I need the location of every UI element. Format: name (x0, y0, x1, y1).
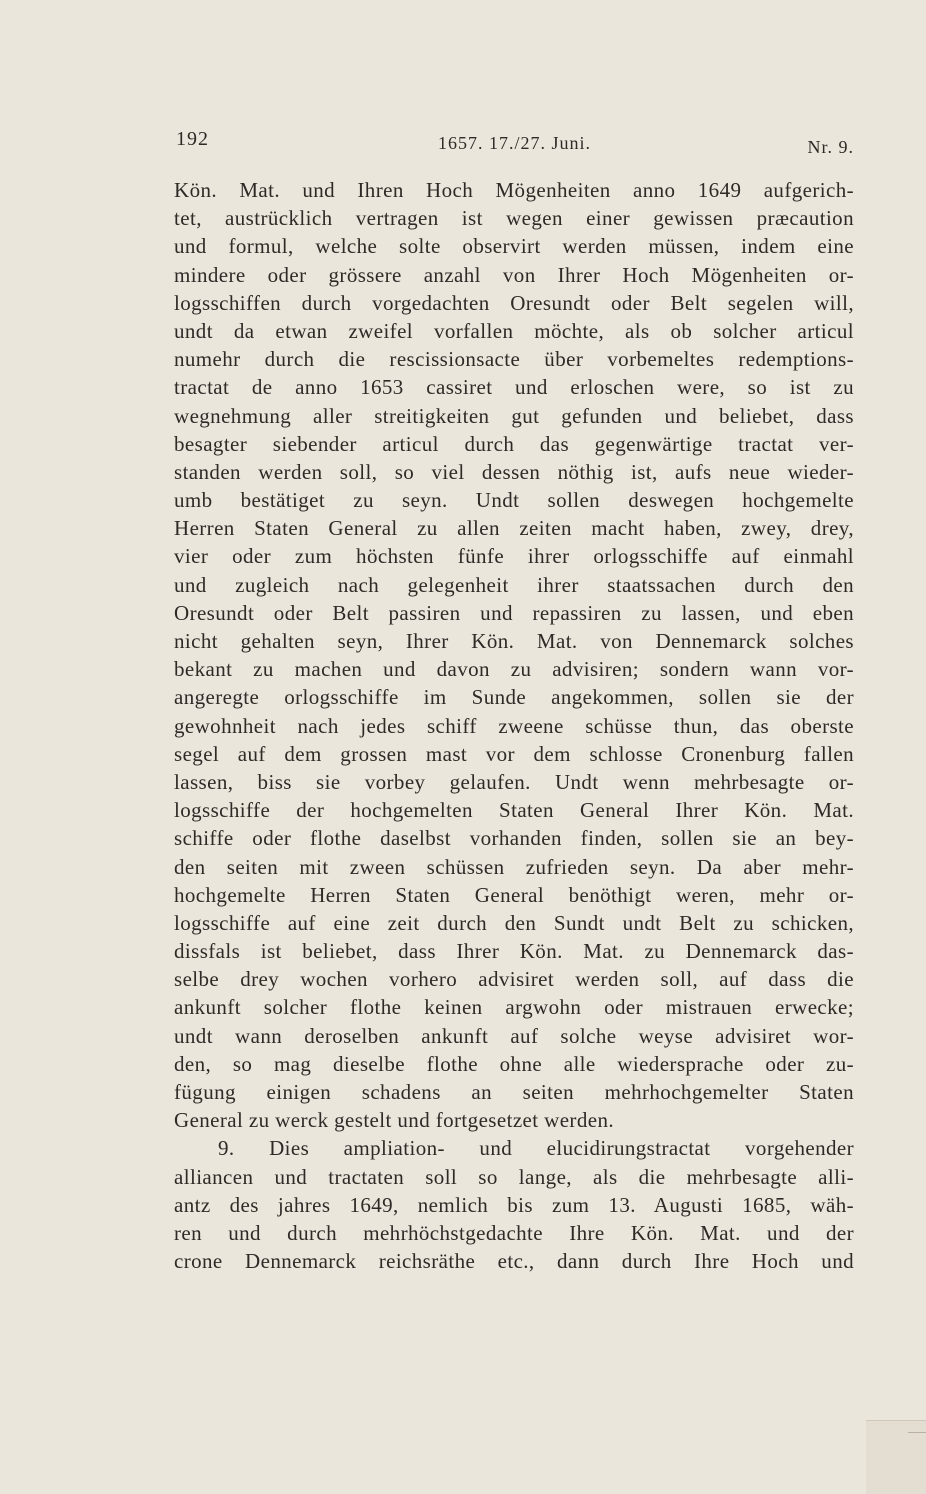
text-line: Herren Staten General zu allen zeiten macht haben, zwey, drey, (174, 516, 854, 541)
text-line: logsschiffe auf eine zeit durch den Sundt undt Belt zu schicken, (174, 910, 854, 935)
text-line: gewohnheit nach jedes schiff zweene schüsse thun, das oberste (174, 713, 854, 738)
text-line: tet, austrücklich vertragen ist wegen einer gewissen præcaution (174, 206, 854, 231)
text-line: alliancen und tractaten soll so lange, als die mehrbesagte alli- (174, 1164, 854, 1189)
text-line: mindere oder grössere anzahl von Ihrer Hoch Mögenheiten or- (174, 262, 854, 287)
text-line: vier oder zum höchsten fünfe ihrer orlogsschiffe auf einmahl (174, 544, 854, 569)
text-line: fügung einigen schadens an seiten mehrhochgemelter Staten (174, 1080, 854, 1104)
text-line: schiffe oder flothe daselbst vorhanden finden, sollen sie an bey- (174, 826, 854, 851)
running-title: 1657. 17./27. Juni. (438, 133, 592, 153)
text-line: standen werden soll, so viel dessen nöthig ist, aufs neue wieder- (174, 459, 854, 484)
text-line: umb bestätiget zu seyn. Undt sollen deswegen hochgemelte (174, 488, 854, 513)
text-line: selbe drey wochen vorhero advisiret werden soll, auf dass die (174, 967, 854, 992)
text-line: tractat de anno 1653 cassiret und erloschen were, so ist zu (174, 375, 854, 400)
text-line: lassen, biss sie vorbey gelaufen. Undt wenn mehrbesagte or- (174, 769, 854, 794)
text-line: logsschiffe der hochgemelten Staten General Ihrer Kön. Mat. (174, 798, 854, 823)
text-line: nicht gehalten seyn, Ihrer Kön. Mat. von Dennemarck solches (174, 629, 854, 653)
text-line: General zu werck gestelt und fortgesetzet werden. (174, 1108, 614, 1133)
page-header (176, 128, 856, 158)
text-line: numehr durch die rescissionsacte über vorbemeltes redemptions- (174, 347, 854, 372)
text-line: undt da etwan zweifel vorfallen möchte, als ob solcher articul (174, 318, 854, 343)
text-line: undt wann deroselben ankunft auf solche weyse advisiret wor- (174, 1023, 854, 1048)
text-line: segel auf dem grossen mast vor dem schlosse Cronenburg fallen (174, 741, 854, 766)
text-line: antz des jahres 1649, nemlich bis zum 13. Augusti 1685, wäh- (174, 1192, 854, 1217)
text-line: ankunft solcher flothe keinen argwohn oder mistrauen erwecke; (174, 995, 854, 1020)
text-line: ren und durch mehrhöchstgedachte Ihre Kön. Mat. und der (174, 1220, 854, 1245)
text-line: den seiten mit zween schüssen zufrieden seyn. Da aber mehr- (174, 854, 854, 879)
text-line: Kön. Mat. und Ihren Hoch Mögenheiten anno 1649 aufgerich- (174, 178, 854, 202)
text-line: besagter siebender articul durch das gegenwärtige tractat ver- (174, 431, 854, 456)
document-number: Nr. 9. (807, 137, 854, 157)
page-number: 192 (176, 128, 209, 150)
text-line: und formul, welche solte observirt werden müssen, indem eine (174, 234, 854, 259)
text-line: dissfals ist beliebet, dass Ihrer Kön. Mat. zu Dennemarck das- (174, 939, 854, 964)
body-text (174, 176, 854, 1275)
text-line: Oresundt oder Belt passiren und repassiren zu lassen, und eben (174, 600, 854, 625)
text-line: crone Dennemarck reichsräthe etc., dann durch Ihre Hoch und (174, 1249, 854, 1274)
text-line: und zugleich nach gelegenheit ihrer staatssachen durch den (174, 572, 854, 597)
text-line: den, so mag dieselbe flothe ohne alle wiedersprache oder zu- (174, 1051, 854, 1076)
text-line: wegnehmung aller streitigkeiten gut gefunden und beliebet, dass (174, 403, 854, 428)
text-line: hochgemelte Herren Staten General benöthigt weren, mehr or- (174, 882, 854, 907)
text-line: bekant zu machen und davon zu advisiren; sondern wann vor- (174, 657, 854, 682)
text-line: angeregte orlogsschiffe im Sunde angekommen, sollen sie der (174, 685, 854, 710)
page-edge-line (908, 1432, 926, 1433)
section-9-first-line: 9. Dies ampliation- und elucidirungstractat vorgehender (218, 1136, 854, 1161)
text-line: logsschiffen durch vorgedachten Oresundt oder Belt segelen will, (174, 290, 854, 315)
